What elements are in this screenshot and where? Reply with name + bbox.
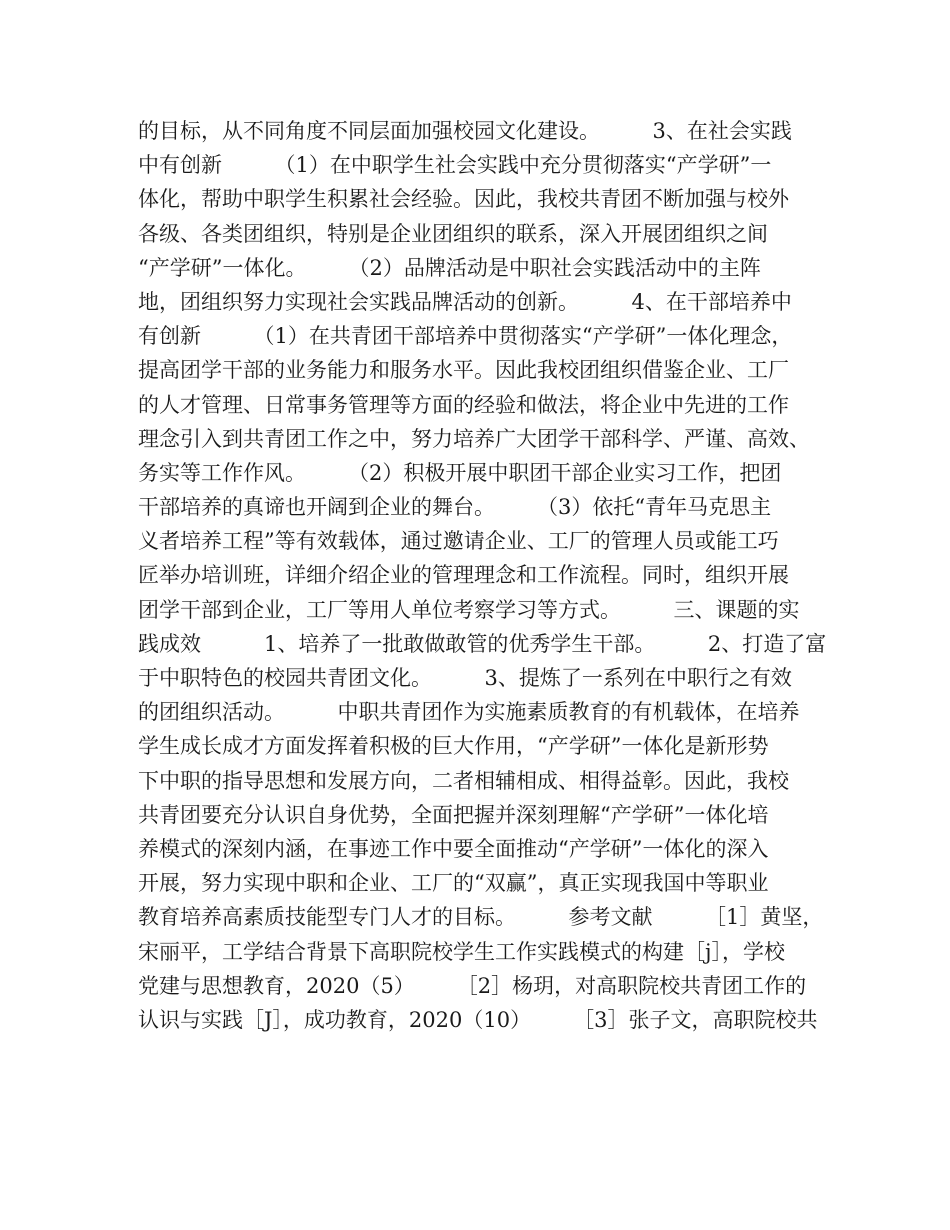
text-line: 有创新 （1）在共青团干部培养中贯彻落实“产学研”一体化理念， bbox=[138, 324, 793, 349]
text-line: 匠举办培训班，详细介绍企业的管理理念和工作流程。同时，组织开展 bbox=[138, 563, 789, 588]
text-line: 于中职特色的校园共青团文化。 3、提炼了一系列在中职行之有效 bbox=[138, 666, 792, 690]
text-line: 团学干部到企业，工厂等用人单位考察学习等方式。 三、课题的实 bbox=[138, 597, 800, 622]
text-line: 学生成长成才方面发挥着积极的巨大作用，“产学研”一体化是新形势 bbox=[138, 734, 769, 759]
text-line: “产学研”一体化。 （2）品牌活动是中职社会实践活动中的主阵 bbox=[138, 255, 761, 280]
text-line: 务实等工作作风。 （2）积极开展中职团干部企业实习工作，把团 bbox=[138, 460, 782, 485]
text-line: 的人才管理、日常事务管理等方面的经验和做法，将企业中先进的工作 bbox=[138, 392, 789, 417]
text-line: 中有创新 （1）在中职学生社会实践中充分贯彻落实“产学研”一 bbox=[138, 153, 772, 178]
text-line: 理念引入到共青团工作之中，努力培养广大团学干部科学、严谨、高效、 bbox=[138, 426, 810, 451]
text-line: 体化，帮助中职学生积累社会经验。因此，我校共青团不断加强与校外 bbox=[138, 187, 789, 212]
body-text bbox=[138, 114, 828, 1037]
text-line: 义者培养工程”等有效载体，通过邀请企业、工厂的管理人员或能工巧 bbox=[138, 529, 779, 554]
text-line: 践成效 1、培养了一批敢做敢管的优秀学生干部。 2、打造了富 bbox=[138, 631, 827, 656]
text-line: 的目标，从不同角度不同层面加强校园文化建设。 3、在社会实践 bbox=[138, 119, 792, 143]
text-line: 养模式的深刻内涵，在事迹工作中要全面推动“产学研”一体化的深入 bbox=[138, 836, 769, 861]
text-line: 教育培养高素质技能型专门人才的目标。 参考文献 ［1］黄坚， bbox=[138, 905, 824, 930]
text-line: 干部培养的真谛也开阔到企业的舞台。 （3）依托“青年马克思主 bbox=[138, 495, 772, 520]
text-line: 宋丽平，工学结合背景下高职院校学生工作实践模式的构建［j］，学校 bbox=[138, 939, 786, 964]
text-line: 认识与实践［J］，成功教育，2020（10） ［3］张子文，高职院校共 bbox=[138, 1007, 818, 1032]
text-line: 共青团要充分认识自身优势，全面把握并深刻理解“产学研”一体化培 bbox=[138, 802, 769, 827]
text-line: 开展，努力实现中职和企业、工厂的“双赢”，真正实现我国中等职业 bbox=[138, 871, 769, 896]
text-line: 各级、各类团组织，特别是企业团组织的联系，深入开展团组织之间 bbox=[138, 221, 768, 246]
text-line: 提高团学干部的业务能力和服务水平。因此我校团组织借鉴企业、工厂 bbox=[138, 358, 789, 383]
text-line: 下中职的指导思想和发展方向，二者相辅相成、相得益彰。因此，我校 bbox=[138, 768, 789, 793]
text-line: 的团组织活动。 中职共青团作为实施素质教育的有机载体，在培养 bbox=[138, 700, 800, 725]
text-line: 地，团组织努力实现社会实践品牌活动的创新。 4、在干部培养中 bbox=[138, 289, 792, 314]
text-line: 党建与思想教育，2020（5） ［2］杨玥，对高职院校共青团工作的 bbox=[138, 973, 807, 998]
